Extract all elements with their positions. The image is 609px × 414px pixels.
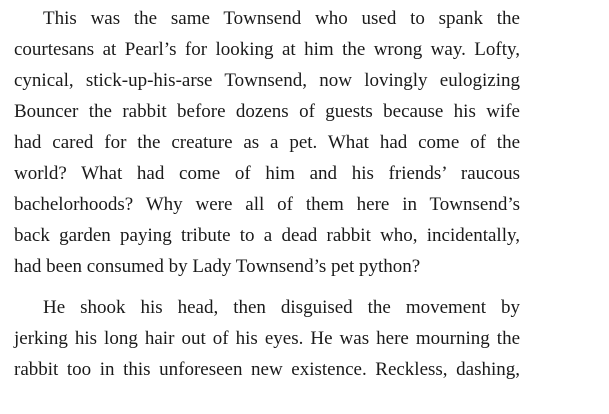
text-line: courtesans at Pearl’s for looking at him the wrong way. Lofty, xyxy=(14,39,520,60)
text-line: rabbit too in this unforeseen new existence. Reckless, dashing, xyxy=(14,359,520,380)
text-line: back garden paying tribute to a dead rabbit who, incidentally, xyxy=(14,225,520,246)
text-line: He shook his head, then disguised the movement by xyxy=(43,297,520,318)
text-line: bachelorhoods? Why were all of them here in Townsend’s xyxy=(14,194,520,215)
text-line: world? What had come of him and his friends’ raucous xyxy=(14,163,520,184)
text-line: jerking his long hair out of his eyes. He was here mourning the xyxy=(14,328,520,349)
text-line: had been consumed by Lady Townsend’s pet python? xyxy=(14,256,421,277)
text-line: had cared for the creature as a pet. What had come of the xyxy=(14,132,520,153)
text-line: Bouncer the rabbit before dozens of guests because his wife xyxy=(14,101,520,122)
text-line: This was the same Townsend who used to spank the xyxy=(43,8,520,29)
text-line: cynical, stick-up-his-arse Townsend, now lovingly eulogizing xyxy=(14,70,520,91)
